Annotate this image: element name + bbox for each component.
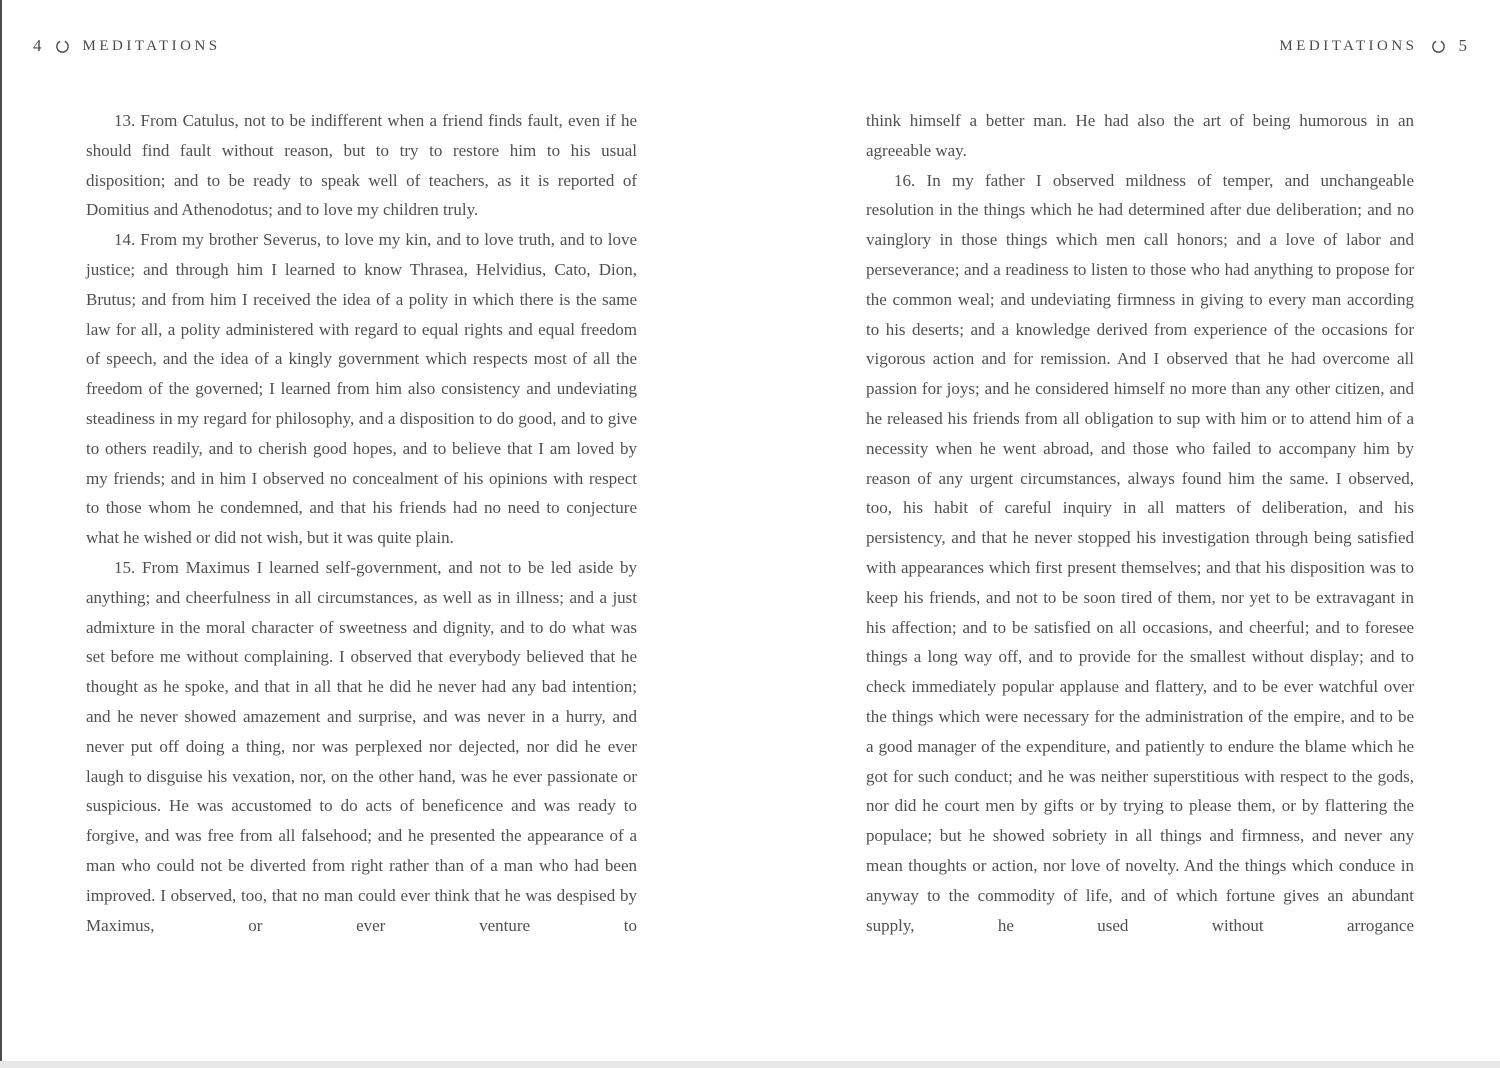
page-bottom-edge — [0, 1061, 1500, 1068]
laurel-ring-icon — [1431, 39, 1446, 54]
paragraph-15-continued: think himself a better man. He had also the art of being humorous in an agreeable way. — [866, 111, 1414, 160]
right-page-body — [866, 106, 1414, 940]
right-page-number: 5 — [1458, 36, 1467, 55]
left-page-header — [33, 36, 221, 56]
right-running-title: MEDITATIONS — [1279, 37, 1418, 54]
left-running-title: MEDITATIONS — [82, 37, 221, 54]
paragraph-14: 14. From my brother Severus, to love my kin, and to love truth, and to love justice; and through him I learned to know Thrasea, Helvidius, Cato, Dion, Brutus; and from him I received the idea of a polity in which there is the same law for all, a polity administered with regard to equal rights and equal freedom of speech, and the idea of a kingly government which respects most of all the freedom of the governed; I learned from him also consistency and undeviating steadiness in my regard for philosophy, and a disposition to do good, and to give to others readily, and to cherish good hopes, and to believe that I am loved by my friends; and in him I observed no concealment of his opinions with respect to those whom he condemned, and that his friends had no need to conjecture what he wished or did not wish, but it was quite plain. — [86, 230, 637, 548]
laurel-ring-icon — [55, 39, 70, 54]
left-page-body — [86, 106, 637, 940]
right-page-header — [1279, 36, 1467, 56]
page-edge-line — [0, 0, 2, 1068]
paragraph-13: 13. From Catulus, not to be indifferent when a friend finds fault, even if he should find fault without reason, but to try to restore him to his usual disposition; and to be ready to speak well of teachers, as it is reported of Domitius and Athenodotus; and to love my children truly. — [86, 111, 637, 220]
paragraph-15: 15. From Maximus I learned self-government, and not to be led aside by anything; and cheerfulness in all circumstances, as well as in illness; and a just admixture in the moral character of sweetness and dignity, and to do what was set before me without complaining. I observed that everybody believed that he thought as he spoke, and that in all that he did he never had any bad intention; and he never showed amazement and surprise, and was never in a hurry, and never put off doing a thing, nor was perplexed nor dejected, nor did he ever laugh to disguise his vexation, nor, on the other hand, was he ever passionate or suspicious. He was accustomed to do acts of beneficence and was ready to forgive, and was free from all falsehood; and he presented the appearance of a man who could not be diverted from right rather than of a man who had been improved. I observed, too, that no man could ever think that he was despised by Maximus, or ever venture to — [86, 557, 637, 935]
left-page-number: 4 — [33, 36, 42, 55]
paragraph-16: 16. In my father I observed mildness of temper, and unchangeable resolution in the things which he had determined after due deliberation; and no vainglory in those things which men call honors; and a love of labor and perseverance; and a readiness to listen to those who had anything to propose for the common weal; and undeviating firmness in giving to every man according to his deserts; and a knowledge derived from experience of the occasions for vigorous action and for remission. And I observed that he had overcome all passion for joys; and he considered himself no more than any other citizen, and he released his friends from all obligation to sup with him or to attend him of a necessity when he went abroad, and those who failed to accompany him by reason of any urgent circumstances, always found him the same. I observed, too, his habit of careful inquiry in all matters of deliberation, and his persistency, and that he never stopped his investigation through being satisfied with appearances which first present themselves; and that his disposition was to keep his friends, and not to be soon tired of them, nor yet to be extravagant in his affection; and to be satisfied on all occasions, and cheerful; and to foresee things a long way off, and to provide for the smallest without display; and to check immediately popular applause and flattery, and to be ever watchful over the things which were necessary for the administration of the empire, and to be a good manager of the expenditure, and patiently to endure the blame which he got for such conduct; and he was neither superstitious with respect to the gods, nor did he court men by gifts or by trying to please them, or by flattering the populace; but he showed sobriety in all things and firmness, and never any mean thoughts or action, nor love of novelty. And the things which conduce in anyway to the commodity of life, and of which fortune gives an abundant supply, he used without arrogance — [866, 170, 1414, 935]
